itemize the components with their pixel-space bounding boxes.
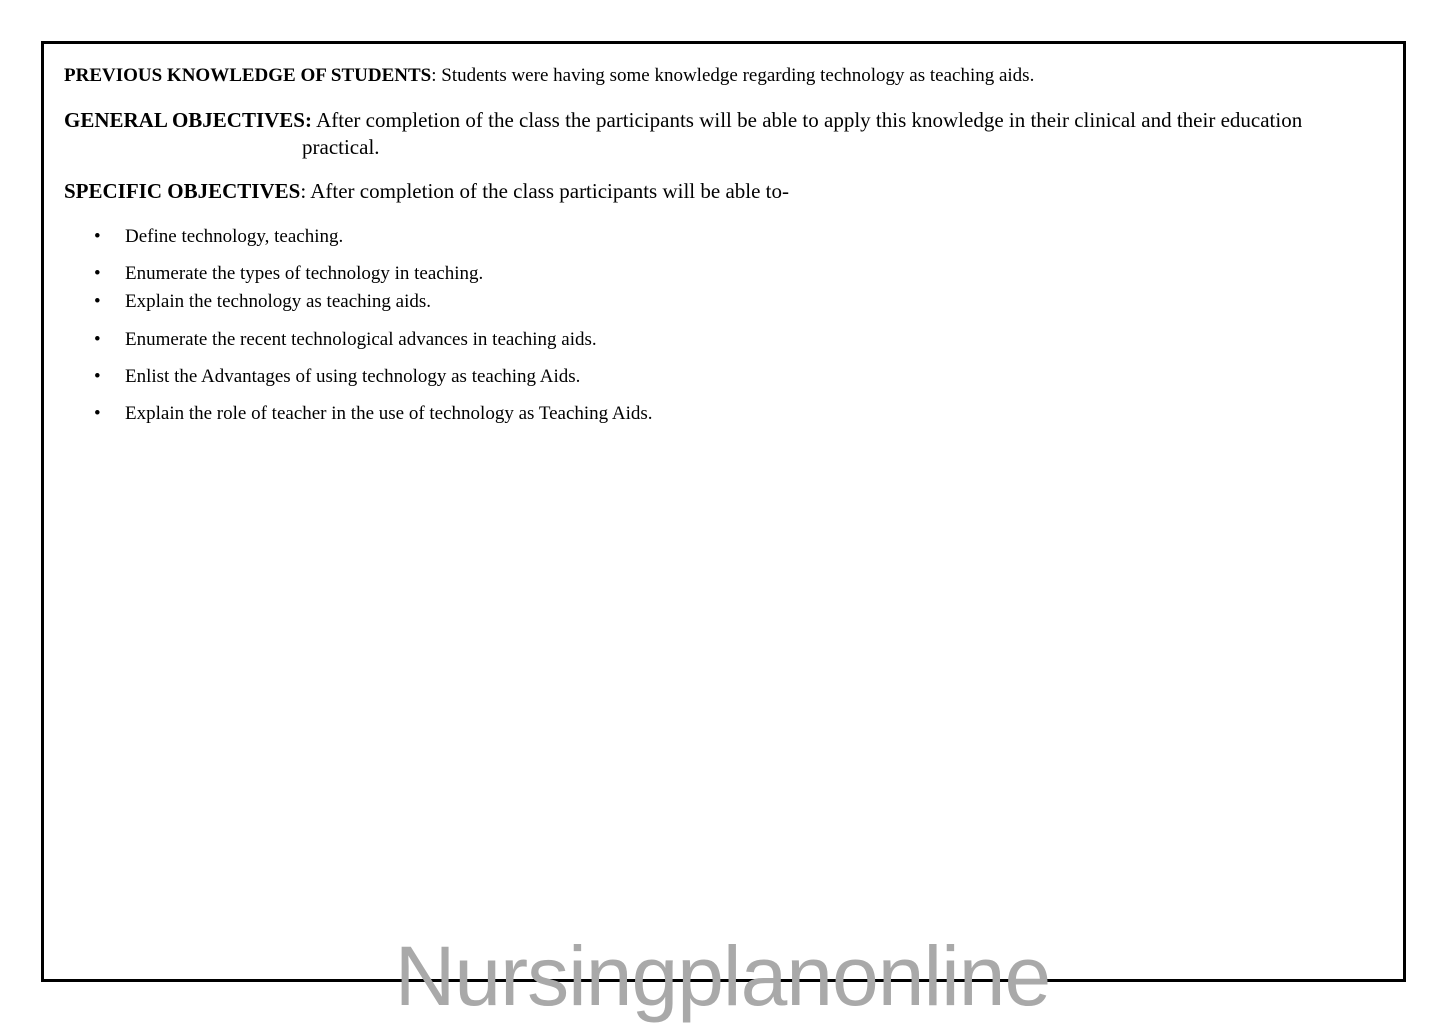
objective-text: Enlist the Advantages of using technology as teaching Aids. xyxy=(125,366,581,387)
document-frame xyxy=(41,41,1406,982)
previous-knowledge-line xyxy=(64,64,1034,88)
watermark: Nursingplanonline xyxy=(394,929,1051,1023)
bullet-icon: • xyxy=(94,263,101,284)
specific-objectives-heading xyxy=(64,178,789,205)
bullet-icon: • xyxy=(94,403,101,424)
general-objectives-text-line1: After completion of the class the participants will be able to apply this knowledge in their clinical and their education xyxy=(311,108,1303,132)
bullet-icon: • xyxy=(94,329,101,350)
general-objectives-text-line2: practical. xyxy=(302,135,380,159)
bullet-icon: • xyxy=(94,226,101,247)
general-objectives-block xyxy=(64,107,1386,161)
objective-text: Enumerate the types of technology in teaching. xyxy=(125,263,484,284)
bullet-icon: • xyxy=(94,291,101,312)
objective-text: Enumerate the recent technological advances in teaching aids. xyxy=(125,329,597,350)
specific-objectives-text: : After completion of the class participants will be able to- xyxy=(300,179,790,203)
bullet-icon: • xyxy=(94,366,101,387)
specific-objectives-label: SPECIFIC OBJECTIVES xyxy=(64,179,301,203)
objective-text: Explain the technology as teaching aids. xyxy=(125,291,432,312)
previous-knowledge-text: : Students were having some knowledge regarding technology as teaching aids. xyxy=(431,65,1035,86)
objective-text: Define technology, teaching. xyxy=(125,226,344,247)
general-objectives-label: GENERAL OBJECTIVES: xyxy=(64,108,312,132)
previous-knowledge-label: PREVIOUS KNOWLEDGE OF STUDENTS xyxy=(64,65,432,86)
objective-text: Explain the role of teacher in the use of technology as Teaching Aids. xyxy=(125,403,653,424)
